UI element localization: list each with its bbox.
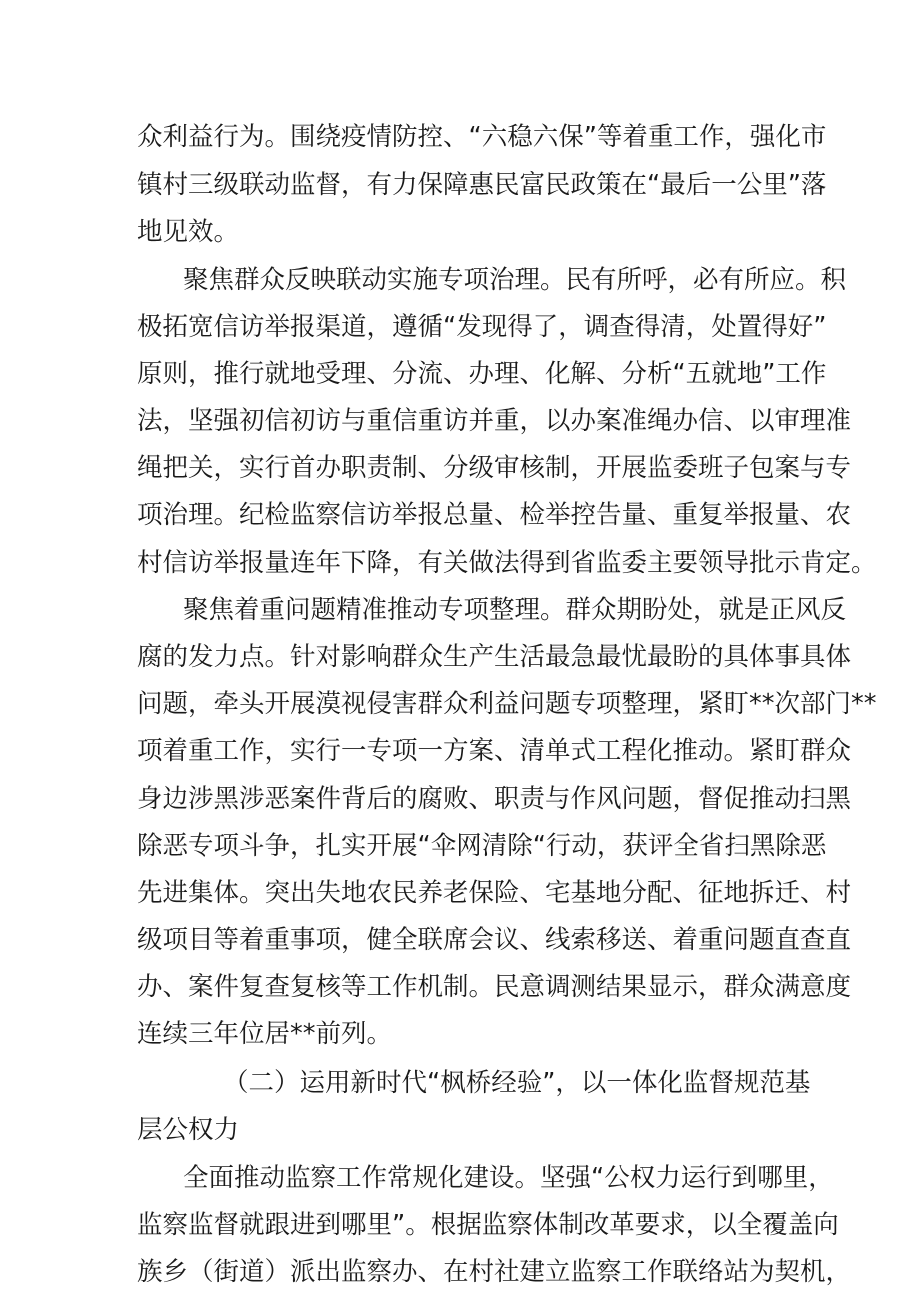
paragraph-line: 连续三年位居**前列。: [137, 1019, 393, 1049]
paragraph-line: 除恶专项斗争，扎实开展“伞网清除“行动，获评全省扫黑除恶: [137, 831, 827, 861]
paragraph-line: 办、案件复查复核等工作机制。民意调测结果显示，群众满意度: [137, 972, 852, 1002]
paragraph-line: 绳把关，实行首办职责制、分级审核制，开展监委班子包案与专: [137, 453, 852, 483]
paragraph-line: 问题，牵头开展漠视侵害群众利益问题专项整理，紧盯**次部门**: [137, 689, 877, 719]
paragraph-line: 法，坚强初信初访与重信重访并重，以办案准绳办信、以审理准: [137, 406, 852, 436]
paragraph-line: 极拓宽信访举报渠道，遵循“发现得了，调查得清，处置得好”: [137, 312, 827, 342]
paragraph-line: 聚焦着重问题精准推动专项整理。群众期盼处，就是正风反: [183, 595, 847, 625]
paragraph-line: 族乡（街道）派出监察办、在村社建立监察工作联络站为契机，: [137, 1257, 852, 1287]
paragraph-line: 村信访举报量连年下降，有关做法得到省监委主要领导批示肯定。: [137, 548, 877, 578]
paragraph-line: 腐的发力点。针对影响群众生产生活最急最忧最盼的具体事具体: [137, 642, 852, 672]
paragraph-line: 监察监督就跟进到哪里”。根据监察体制改革要求，以全覆盖向: [137, 1210, 839, 1240]
paragraph-line: 原则，推行就地受理、分流、办理、化解、分析“五就地”工作: [137, 359, 827, 389]
paragraph-line: 先进集体。突出失地农民养老保险、宅基地分配、征地拆迁、村: [137, 878, 852, 908]
paragraph-line: 地见效。: [137, 217, 240, 247]
paragraph-line: 聚焦群众反映联动实施专项治理。民有所呼，必有所应。积: [183, 265, 847, 295]
paragraph-line: 众利益行为。围绕疫情防控、“六稳六保”等着重工作，强化市: [137, 122, 827, 152]
section-heading-line: 层公权力: [137, 1115, 240, 1145]
section-heading-line: （二）运用新时代“枫桥经验”，以一体化监督规范基: [223, 1068, 811, 1098]
paragraph-line: 全面推动监察工作常规化建设。坚强“公权力运行到哪里，: [183, 1163, 834, 1193]
paragraph-line: 项着重工作，实行一专项一方案、清单式工程化推动。紧盯群众: [137, 736, 852, 766]
paragraph-line: 镇村三级联动监督，有力保障惠民富民政策在“最后一公里”落: [137, 170, 827, 200]
paragraph-line: 身边涉黑涉恶案件背后的腐败、职责与作风问题，督促推动扫黑: [137, 784, 852, 814]
paragraph-line: 项治理。纪检监察信访举报总量、检举控告量、重复举报量、农: [137, 500, 852, 530]
paragraph-line: 级项目等着重事项，健全联席会议、线索移送、着重问题直查直: [137, 925, 852, 955]
